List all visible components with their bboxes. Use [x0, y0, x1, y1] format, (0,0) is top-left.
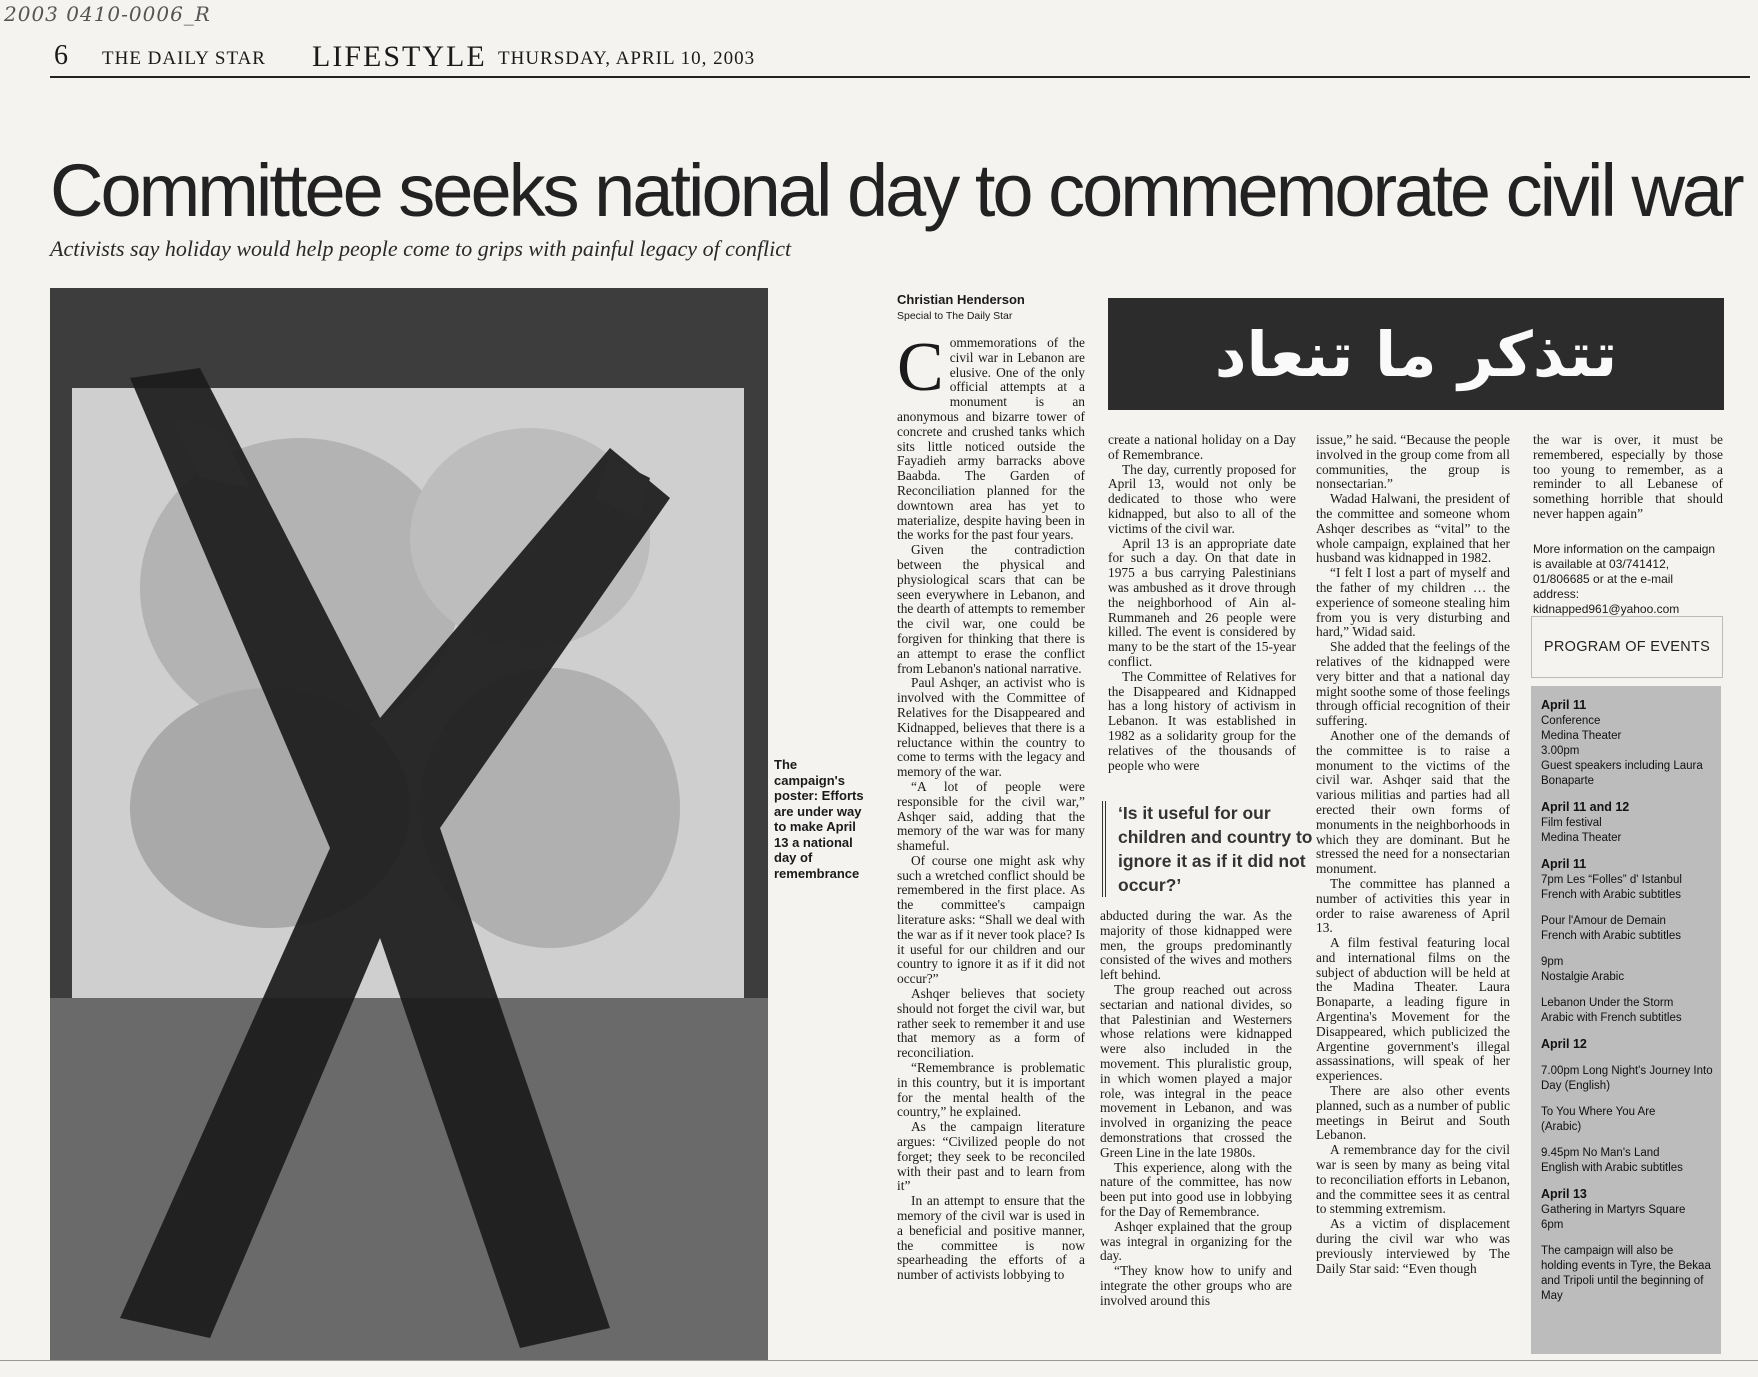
paragraph: Of course one might ask why such a wretched conflict should be remembered in the first place. As the committee's campaign literature asks: “Shall we deal with the war as if it never took place? Is it useful for our children and our country to ignore it as if it did not occur?” [897, 852, 1085, 987]
paragraph: “Remembrance is problematic in this country, but it is important for the mental health of the country,” he explained. [897, 1060, 1085, 1120]
article-column-3 [1316, 433, 1510, 1357]
photo-caption: The campaign's poster: Efforts are under way to make April 13 a national day of remembrance [774, 757, 864, 881]
issue-date: THURSDAY, APRIL 10, 2003 [498, 48, 756, 69]
paragraph: The day, currently proposed for April 13, would not only be dedicated to those who were kidnapped, but also to all of the victims of the civil war. [1108, 461, 1296, 536]
paragraph: As a victim of displacement during the civil war who was previously interviewed by The Daily Star said: “Even though [1316, 1216, 1510, 1276]
program-title: PROGRAM OF EVENTS [1531, 616, 1723, 678]
program-of-events [1531, 686, 1721, 1354]
page-number: 6 [54, 40, 68, 71]
masthead [50, 40, 1750, 78]
paragraph: The Committee of Relatives for the Disappeared and Kidnapped has a long history of activism in Lebanon. It was established in 1982 as a solidarity group for the relatives of the thousands of people who were [1108, 668, 1296, 773]
archive-handwriting: 2003 0410-0006_R [4, 2, 211, 26]
pull-quote: ‘Is it useful for our children and country to ignore it as if it did not occur?’ [1102, 801, 1314, 897]
event-line: Lebanon Under the Storm [1541, 997, 1674, 1009]
paragraph: Another one of the demands of the committee is to raise a monument to the victims of the civil war. Ashqer said that the various militias and parties had all erected their own forms of monuments in the neighborhoods in which they are dominant. But he stressed the need for a nonsectarian monument. [1316, 727, 1510, 877]
event-item [1541, 1064, 1713, 1094]
section-name: LIFESTYLE [312, 40, 487, 73]
event-item [1541, 1146, 1713, 1176]
paragraph: There are also other events planned, such as a number of public meetings in Beirut and South Lebanon. [1316, 1083, 1510, 1143]
article-column-2-upper [1108, 433, 1296, 789]
byline-affiliation: Special to The Daily Star [897, 310, 1013, 322]
event-date: April 12 [1541, 1037, 1587, 1051]
event-line: 6pm [1541, 1219, 1564, 1231]
event-date: April 11 [1541, 857, 1587, 871]
event-line: Arabic with French subtitles [1541, 1012, 1682, 1024]
drop-cap: C [897, 336, 944, 406]
event-item [1541, 698, 1713, 789]
paragraph: A remembrance day for the civil war is seen by many as being vital to reconciliation efforts in Lebanon, and the committee sees it as central to stemming extremism. [1316, 1142, 1510, 1217]
event-item [1541, 1037, 1713, 1053]
event-line: 7.00pm Long Night's Journey Into Day (English) [1541, 1065, 1713, 1092]
event-line: Nostalgie Arabic [1541, 971, 1625, 983]
event-line: Film festival [1541, 817, 1602, 829]
event-line: 9pm [1541, 956, 1564, 968]
campaign-logo-text: تتذكر ما تنعاد [1214, 317, 1618, 391]
event-item [1541, 996, 1713, 1026]
paragraph: create a national holiday on a Day of Remembrance. [1108, 433, 1296, 462]
paper-name: THE DAILY STAR [102, 48, 266, 69]
event-item [1541, 857, 1713, 903]
paragraph: Commemorations of the civil war in Lebanon are elusive. One of the only official attempts at a monument is an anonymous and bizarre tower of concrete and crushed tanks which sits little noticed outside the Fayadieh army barracks above Baabda. The Garden of Reconciliation planned for the downtown area has yet to materialize, despite having been in the works for the past four years. [897, 336, 1085, 543]
event-item [1541, 955, 1713, 985]
more-info-note: More information on the campaign is available at 03/741412, 01/806685 or at the e-mail address: kidnapped961@yahoo.com [1533, 542, 1716, 616]
paragraph: This experience, along with the nature of the committee, has now been put into good use in lobbying for the Day of Remembrance. [1100, 1159, 1292, 1219]
article-column-1 [897, 336, 1085, 1356]
paragraph: The committee has planned a number of activities this year in order to raise awareness of April 13. [1316, 875, 1510, 936]
event-item [1541, 800, 1713, 846]
campaign-logo [1108, 298, 1724, 410]
paragraph: A film festival featuring local and international films on the subject of abduction will be held at the Madina Theater. Laura Bonaparte, a leading figure in Argentina's Movement for the Disappeared, which publicized the Argentine government's illegal assassinations, will speak of her experiences. [1316, 935, 1510, 1084]
event-line: Gathering in Martyrs Square [1541, 1204, 1686, 1216]
event-line: To You Where You Are [1541, 1106, 1656, 1118]
paragraph: As the campaign literature argues: “Civilized people do not forget; they seek to be reconciled with their past and to learn from it” [897, 1119, 1085, 1194]
paragraph: issue,” he said. “Because the people involved in the group come from all communities, the group is nonsectarian.” [1316, 433, 1510, 492]
page-bottom-rule [0, 1360, 1758, 1361]
event-line: French with Arabic subtitles [1541, 930, 1681, 942]
event-date: April 13 [1541, 1187, 1587, 1201]
headline: Committee seeks national day to commemorate civil war [50, 149, 1742, 232]
campaign-poster-photo [50, 288, 768, 1360]
event-item [1541, 1105, 1713, 1135]
event-line: French with Arabic subtitles [1541, 889, 1681, 901]
paragraph: In an attempt to ensure that the memory of the civil war is used in a beneficial and positive manner, the committee is now spearheading the efforts of a number of activists lobbying to [897, 1193, 1085, 1283]
paragraph: “I felt I lost a part of myself and the father of my children … the experience of someone stealing him from you is very disturbing and hard,” Widad said. [1316, 565, 1510, 640]
event-line: Medina Theater [1541, 730, 1622, 742]
event-line: Guest speakers including Laura Bonaparte [1541, 760, 1703, 787]
paragraph: Ashqer believes that society should not forget the civil war, but rather seek to remember it and use that memory as a form of reconciliation. [897, 986, 1085, 1061]
subheadline: Activists say holiday would help people come to grips with painful legacy of conflict [50, 236, 792, 261]
paragraph: Wadad Halwani, the president of the committee and someone whom Ashqer describes as “vital” to the whole campaign, explained that her husband was kidnapped in 1982. [1316, 491, 1510, 566]
event-line: Medina Theater [1541, 832, 1622, 844]
event-item [1541, 1187, 1713, 1233]
byline: Christian Henderson [897, 292, 1025, 307]
event-item [1541, 1244, 1713, 1304]
paragraph: Given the contradiction between the physical and physiological scars that can be seen everywhere in Lebanon, and the dearth of attempts to remember the civil war, one could be forgiven for thinking that there is an attempt to erase the conflict from Lebanon's national narrative. [897, 542, 1085, 676]
event-line: The campaign will also be holding events in Tyre, the Bekaa and Tripoli until the beginning of May [1541, 1245, 1711, 1302]
paragraph: April 13 is an appropriate date for such a day. On that date in 1975 a bus carrying Palestinians was ambushed as it drove through the neighborhood of Ain al-Rummaneh and 26 people were killed. The event is considered by many to be the start of the 15-year conflict. [1108, 535, 1296, 669]
event-date: April 11 and 12 [1541, 800, 1630, 814]
paragraph: “A lot of people were responsible for the civil war,” Ashqer said, adding that the memory of the war was for many shameful. [897, 778, 1085, 854]
event-line: 9.45pm No Man's Land [1541, 1147, 1660, 1159]
event-line: 3.00pm [1541, 745, 1580, 757]
event-line: (Arabic) [1541, 1121, 1582, 1133]
paragraph: abducted during the war. As the majority of those kidnapped were men, the groups predominantly consisted of the wives and mothers left behind. [1100, 909, 1292, 983]
paragraph: “They know how to unify and integrate the other groups who are involved around this [1100, 1263, 1292, 1308]
paragraph: Ashqer explained that the group was integral in organizing for the day. [1100, 1218, 1292, 1264]
event-item [1541, 914, 1713, 944]
event-line: 7pm Les “Folles” d' Istanbul [1541, 874, 1682, 886]
paragraph: The group reached out across sectarian and national divides, so that Palestinian and Westerners whose relations were kidnapped were also included in the movement. This pluralistic group, in which women played a major role, was integral in the peace movement in Lebanon, and was involved in organizing the peace demonstrations that crossed the Green Line in the late 1980s. [1100, 981, 1292, 1160]
paragraph: Paul Ashqer, an activist who is involved with the Committee of Relatives for the Disappeared and Kidnapped, believes that there is a reluctance within the country to come to terms with the legacy and memory of the war. [897, 675, 1085, 780]
event-line: Pour l'Amour de Demain [1541, 915, 1666, 927]
event-line: English with Arabic subtitles [1541, 1162, 1683, 1174]
article-column-4 [1533, 433, 1723, 533]
event-date: April 11 [1541, 698, 1587, 712]
paragraph: the war is over, it must be remembered, especially by those too young to remember, as a reminder to all Lebanese of something horrible that should never happen again” [1533, 433, 1723, 521]
event-line: Conference [1541, 715, 1601, 727]
paragraph: She added that the feelings of the relatives of the kidnapped were very bitter and that a national day might soothe some of those feelings through official recognition of their suffering. [1316, 639, 1510, 729]
article-column-2-lower [1100, 909, 1292, 1357]
